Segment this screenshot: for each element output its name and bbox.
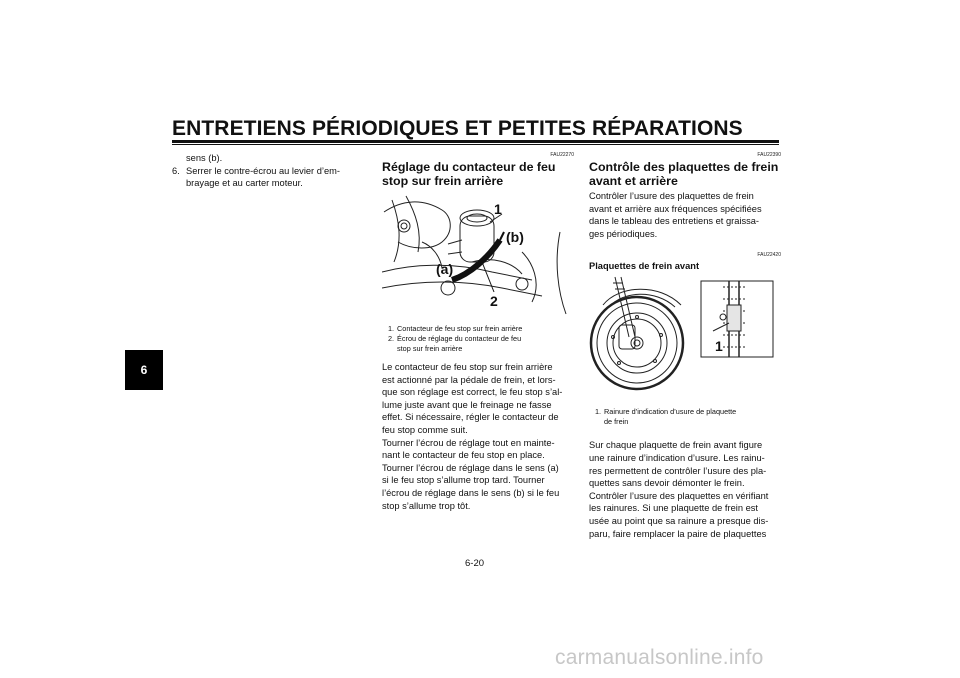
caption-1 (595, 407, 781, 417)
caption-2-continued: stop sur frein arrière (397, 344, 463, 353)
body-line: Tourner l’écrou de réglage dans le sens (a) (382, 462, 559, 473)
body-line: est actionné par la pédale de frein, et lors- (382, 374, 556, 385)
figure-caption (589, 407, 781, 427)
caption-1-text: Contacteur de feu stop sur frein arrière (397, 324, 523, 333)
watermark: carmanualsonline.info (555, 646, 764, 669)
section-title-line-1: Contrôle des plaquettes de frein (589, 160, 779, 174)
body-line: res permettent de contrôler l’usure des pla- (589, 465, 767, 476)
subsection-body (589, 439, 781, 540)
column-middle (382, 152, 574, 512)
body-line: paru, faire remplacer la paire de plaquettes (589, 528, 767, 539)
column-left (172, 152, 364, 190)
caption-1-continued: de frein (604, 417, 629, 427)
section-title-line-2: stop sur frein arrière (382, 174, 504, 188)
front-wheel-figure (589, 275, 781, 399)
figure-label-a: (a) (436, 261, 454, 277)
section-title (589, 160, 781, 188)
body-line: stop s’allume trop tôt. (382, 500, 471, 511)
caption-1-text: Rainure d’indication d’usure de plaquette (604, 407, 737, 417)
section-title (382, 160, 574, 188)
page-header-title: ENTRETIENS PÉRIODIQUES ET PETITES RÉPARATIONS (172, 117, 743, 140)
section-code: FAU22390 (757, 152, 781, 158)
column-right (589, 152, 781, 540)
caption-1 (388, 324, 574, 334)
body-line: Sur chaque plaquette de frein avant figure (589, 440, 763, 451)
caption-2-text: Écrou de réglage du contacteur de feu (397, 334, 522, 343)
caption-1-number: 1. (388, 324, 395, 333)
caption-2 (388, 334, 574, 344)
body-line: Tourner l’écrou de réglage tout en mainte- (382, 437, 555, 448)
page-number: 6-20 (465, 558, 485, 569)
chapter-tab: 6 (125, 350, 163, 390)
body-line: effet. Si nécessaire, régler le contacteur de (382, 412, 559, 423)
figure-captions (382, 324, 574, 354)
intro-line: avant et arrière aux fréquences spécifiées (589, 203, 762, 214)
body-line: les rainures. Si une plaquette de frein est (589, 503, 758, 514)
body-line: l’écrou de réglage dans le sens (b) si le feu (382, 487, 560, 498)
section-intro (589, 190, 781, 240)
body-line: si le feu stop s’allume trop tard. Tourner (382, 475, 545, 486)
header-rule-thin (172, 144, 779, 145)
body-line: lume juste avant que le freinage ne fasse (382, 399, 552, 410)
caption-1-number: 1. (595, 407, 602, 417)
section-code: FAU22270 (550, 152, 574, 158)
body-line: que son réglage est correct, le feu stop s’al- (382, 387, 563, 398)
brake-switch-figure (382, 192, 574, 320)
intro-line: Contrôler l’usure des plaquettes de frein (589, 191, 754, 201)
body-line: Contrôler l’usure des plaquettes en vérifiant (589, 490, 769, 501)
section-body (382, 361, 574, 512)
header-rule (172, 140, 779, 143)
body-line: nant le contacteur de feu stop en place. (382, 450, 545, 461)
body-line: une rainure d’indication d’usure. Les rainu- (589, 452, 765, 463)
figure-label-1: 1 (715, 338, 723, 355)
figure-label-2: 2 (490, 293, 498, 309)
step-text-line-1: Serrer le contre-écrou au levier d’em- (186, 165, 340, 176)
step-text-line-2: brayage et au carter moteur. (186, 178, 303, 189)
subsection-code: FAU22420 (757, 252, 781, 259)
body-line: Le contacteur de feu stop sur frein arrière (382, 362, 553, 372)
section-title-line-1: Réglage du contacteur de feu (382, 160, 556, 174)
step-6 (172, 165, 364, 178)
caption-2-number: 2. (388, 334, 395, 343)
figure-label-1: 1 (494, 201, 502, 217)
body-line: usée au point que sa rainure a presque dis- (589, 515, 769, 526)
intro-line: ges périodiques. (589, 228, 658, 239)
body-line: quettes sans devoir démonter le frein. (589, 478, 745, 489)
continued-text: sens (b). (186, 153, 223, 163)
body-line: feu stop comme suit. (382, 424, 468, 435)
step-number: 6. (172, 165, 180, 176)
intro-line: dans le tableau des entretiens et graissa- (589, 216, 760, 227)
section-title-line-2: avant et arrière (589, 174, 678, 188)
subsection-title: Plaquettes de frein avant (589, 261, 700, 272)
figure-label-b: (b) (506, 229, 524, 245)
